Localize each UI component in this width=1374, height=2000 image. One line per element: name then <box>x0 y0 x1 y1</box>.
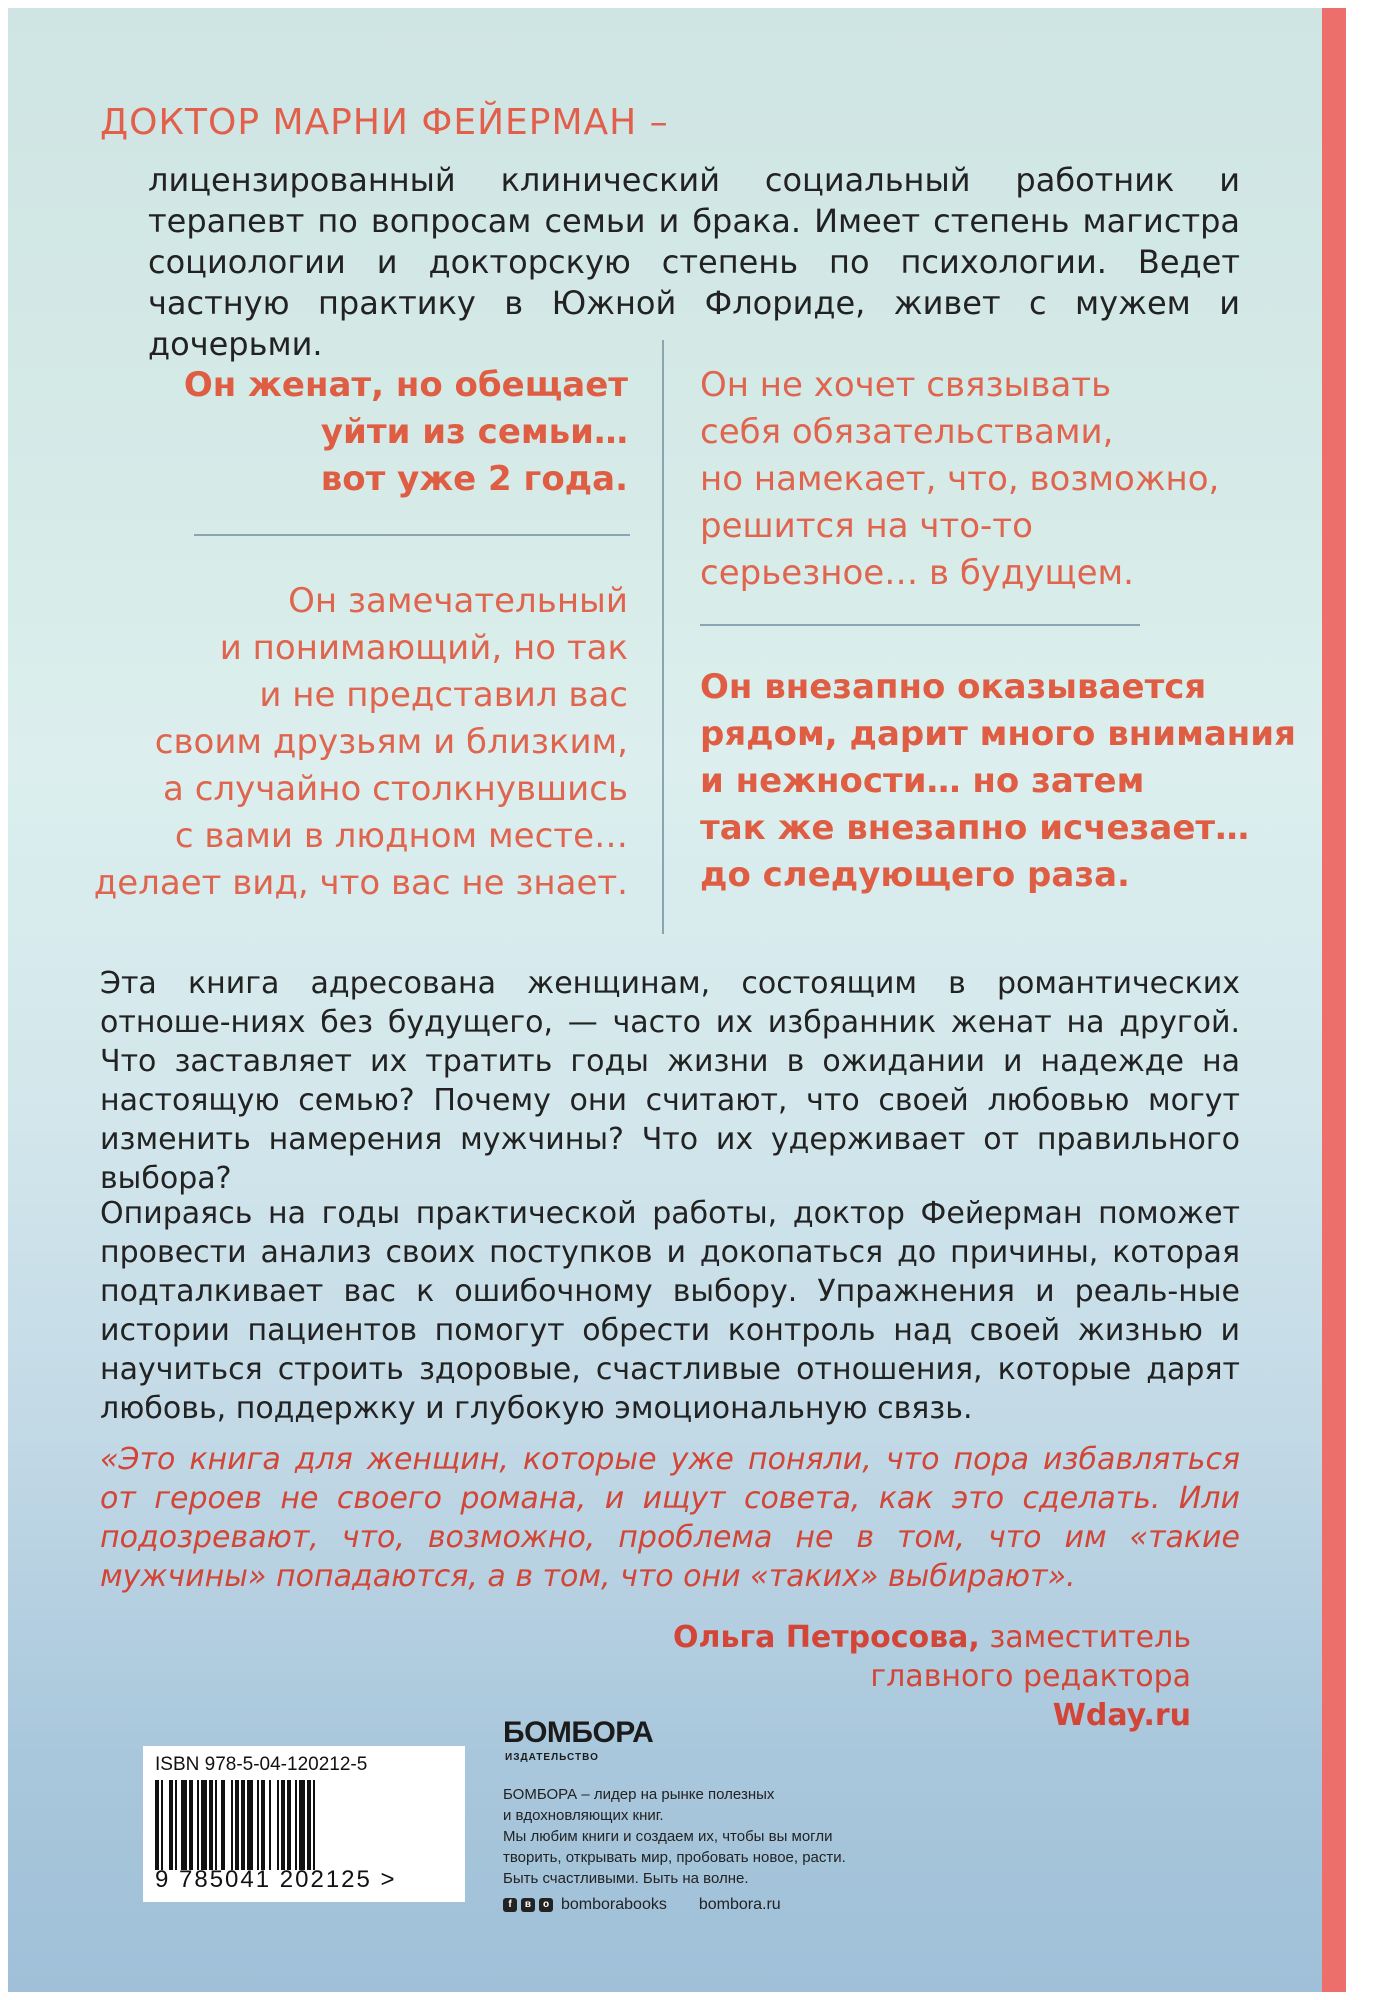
quote-bottom-left <box>88 578 628 907</box>
publisher-logo: БОМБОРА <box>503 1716 654 1749</box>
quote-line: и не представил вас <box>259 675 628 715</box>
review-source: Wday.ru <box>1052 1698 1191 1733</box>
divider-left <box>194 534 630 536</box>
publisher-logo-sub: ИЗДАТЕЛЬСТВО <box>505 1752 599 1763</box>
description-paragraph-2: Опираясь на годы практической работы, доктор Фейерман поможет провести анализ своих поступков и докопаться до причины, которая подталкивает вас к ошибочному выбору. Упражнения и реаль-ные истории пациентов помогут обрести контроль над своей жизнью и научиться строить здоровые, счастливые отношения, которые дарят любовь, поддержку и глубокую эмоциональную связь. <box>100 1196 1240 1426</box>
publisher-desc-line: и вдохновляющих книг. <box>503 1807 664 1824</box>
publisher-description <box>503 1784 963 1889</box>
quote-top-right <box>700 362 1300 597</box>
side-stripe <box>1322 8 1346 1992</box>
publisher-site-link[interactable]: bombora.ru <box>698 1896 781 1913</box>
description-paragraph-1: Эта книга адресована женщинам, состоящим в романтических отноше-ниях без будущего, — часто их избранник женат на другой. Что заставляет их тратить годы жизни в ожидании и надежде на настоящую семью? Почему они считают, что своей любовью могут изменить намерения мужчины? Что их удерживает от правильного выбора? <box>100 966 1240 1196</box>
barcode-bar <box>315 1780 319 1870</box>
quote-line: уйти из семьи… <box>320 412 628 452</box>
quote-line: и нежности… но затем <box>700 761 1145 801</box>
quote-line: так же внезапно исчезает… <box>700 808 1250 848</box>
divider-right <box>700 624 1140 626</box>
isbn-label: ISBN 978-5-04-120212-5 <box>155 1754 368 1775</box>
publisher-desc-line: Мы любим книги и создаем их, чтобы вы могли <box>503 1828 833 1845</box>
book-back-cover <box>8 8 1346 1992</box>
barcode-bars <box>155 1780 453 1870</box>
publisher-desc-line: творить, открывать мир, пробовать новое, расти. <box>503 1849 846 1866</box>
quote-line: рядом, дарит много внимания <box>700 714 1296 754</box>
quote-line: вот уже 2 года. <box>320 459 628 499</box>
publisher-social <box>503 1896 781 1914</box>
facebook-icon[interactable]: f <box>503 1898 517 1912</box>
social-handle[interactable]: bomborabooks <box>561 1896 667 1913</box>
vk-icon[interactable]: в <box>521 1898 535 1912</box>
publisher-desc-line: БОМБОРА – лидер на рынке полезных <box>503 1786 775 1803</box>
author-bio: лицензированный клинический социальный работник и терапевт по вопросам семьи и брака. Имеет степень магистра социологии и докторскую степень по психологии. Ведет частную практику в Южной Флориде, живет с мужем и дочерьми. <box>148 161 1240 363</box>
quote-line: но намекает, что, возможно, <box>700 459 1220 499</box>
quote-line: делает вид, что вас не знает. <box>93 863 628 903</box>
review-quote: «Это книга для женщин, которые уже поняли, что пора избавляться от героев не своего романа, и ищут совета, как это сделать. Или подозревают, что, возможно, проблема не в том, что им «такие мужчины» попадаются, а в том, что они «таких» выбирают». <box>100 1442 1240 1594</box>
review-author-role: заместитель <box>979 1620 1191 1655</box>
quote-line: и понимающий, но так <box>219 628 628 668</box>
quote-line: Он внезапно оказывается <box>700 667 1207 707</box>
quote-line: серьезное… в будущем. <box>700 553 1134 593</box>
review-author-role-line: главного редактора <box>870 1659 1191 1694</box>
quote-line: Он не хочет связывать <box>700 365 1112 405</box>
quote-line: до следующего раза. <box>700 855 1130 895</box>
publisher-desc-line: Быть счастливыми. Быть на волне. <box>503 1870 749 1887</box>
author-heading: ДОКТОР МАРНИ ФЕЙЕРМАН – <box>100 102 669 143</box>
quote-bottom-right <box>700 664 1320 899</box>
quote-line: Он замечательный <box>288 581 628 621</box>
quote-line: себя обязательствами, <box>700 412 1114 452</box>
quote-line: а случайно столкнувшись <box>163 769 628 809</box>
quote-line: с вами в людном месте… <box>174 816 628 856</box>
barcode-block <box>143 1746 465 1902</box>
quote-line: решится на что-то <box>700 506 1033 546</box>
quote-line: Он женат, но обещает <box>183 365 628 405</box>
quote-top-left <box>108 362 628 503</box>
quote-line: своим друзьям и близким, <box>154 722 628 762</box>
center-divider <box>662 340 664 934</box>
odnoklassniki-icon[interactable]: о <box>539 1898 553 1912</box>
barcode-digits: 9 785041 202125 > <box>155 1866 397 1893</box>
review-author-name: Ольга Петросова, <box>673 1620 980 1655</box>
review-attribution <box>673 1618 1191 1735</box>
